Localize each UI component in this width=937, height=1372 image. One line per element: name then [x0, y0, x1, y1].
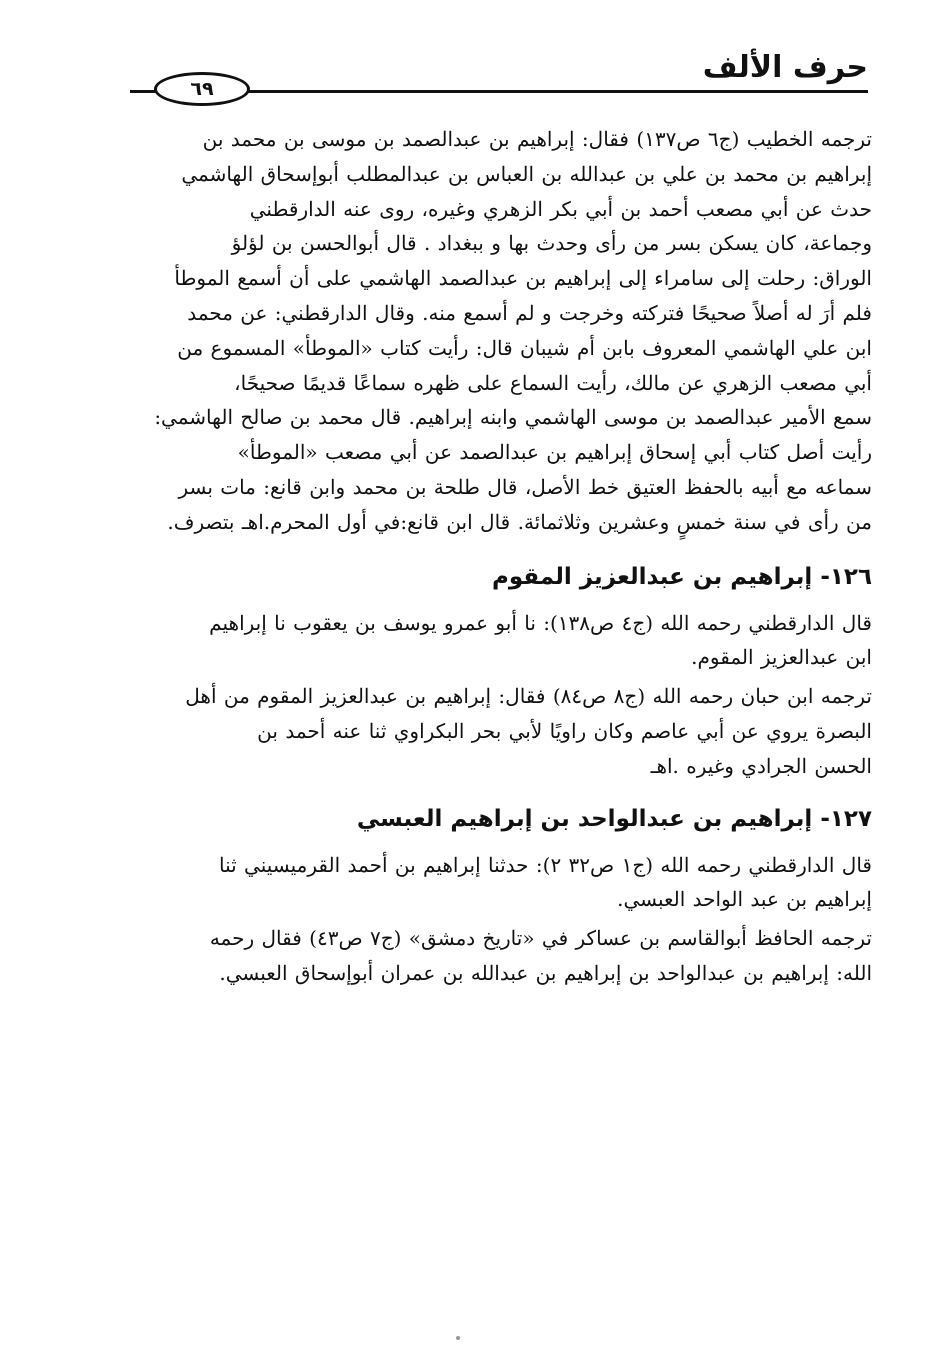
entry-title-127: إبراهيم بن عبدالواحد بن إبراهيم العبسي [356, 805, 813, 832]
entry-number-126: ١٢٦- [820, 563, 872, 590]
entry-127-paragraph-2: ترجمه الحافظ أبوالقاسم بن عساكر في «تاريخ دمشق» (ج٧ ص٤٣) فقال رحمه الله: إبراهيم بن عبدالواحد بن إبراهيم بن عبدالله بن عمران أبوإسحاق العبسي. [209, 926, 872, 985]
page-number-badge: ٦٩ [154, 72, 250, 106]
entry-number-127: ١٢٧- [820, 805, 872, 832]
page-header [130, 44, 868, 104]
entry-126-paragraph-2: ترجمه ابن حبان رحمه الله (ج٨ ص٨٤) فقال: إبراهيم بن عبدالعزيز المقوم من أهل البصرة يروي عن أبي عاصم وكان راويًا لأبي بحر البكراوي ثنا عنه أحمد بن الحسن الجرادي وغيره .اهـ [185, 684, 872, 778]
entry-heading-126 [132, 560, 872, 594]
previous-entry-paragraph: ترجمه الخطيب (ج٦ ص١٣٧) فقال: إبراهيم بن عبدالصمد بن موسى بن محمد بن إبراهيم بن محمد بن علي بن عبدالله بن العباس بن عبدالمطلب أبوإسحاق الهاشمي حدث عن أبي مصعب أحمد بن أبي بكر الزهري وغيره، روى عنه الدارقطني وجماعة، كان يسكن بسر من رأى وحدث بها و ببغداد . قال أبوالحسن بن لؤلؤ الوراق: رحلت إلى سامراء إلى إبراهيم بن عبدالصمد الهاشمي على أن أسمع الموطأ فلم أرَ له أصلاً صحيحًا فتركته وخرجت و لم أسمع منه. وقال الدارقطني: عن محمد ابن علي الهاشمي المعروف بابن أم شيبان قال: رأيت كتاب «الموطأ» المسموع من أبي مصعب الزهري عن مالك، رأيت السماع على ظهره سماعًا قديمًا صحيحًا، سمع الأمير عبدالصمد بن موسى الهاشمي وابنه إبراهيم. قال محمد بن صالح الهاشمي: رأيت أصل كتاب أبي إسحاق إبراهيم بن عبدالصمد عن أبي مصعب «الموطأ» سماعه مع أبيه بالحفظ العتيق خط الأصل، قال طلحة بن محمد وابن قانع: مات بسر من رأى في سنة خمسٍ وعشرين وثلاثمائة. قال ابن قانع:في أول المحرم.اهـ بتصرف. [154, 127, 872, 534]
running-title: حرف الألف [702, 50, 868, 85]
entry-title-126: إبراهيم بن عبدالعزيز المقوم [491, 563, 813, 590]
entry-126-paragraph-1: قال الدارقطني رحمه الله (ج٤ ص١٣٨): نا أبو عمرو يوسف بن يعقوب نا إبراهيم ابن عبدالعزيز المقوم. [209, 610, 872, 670]
entry-heading-127 [132, 802, 872, 836]
scan-speck [456, 1336, 460, 1340]
entry-127-paragraph-1: قال الدارقطني رحمه الله (ج١ ص٣٢ ٢): حدثنا إبراهيم بن أحمد القرميسيني ثنا إبراهيم بن عبد الواحد العبسي. [218, 852, 872, 912]
page-content [132, 122, 872, 991]
